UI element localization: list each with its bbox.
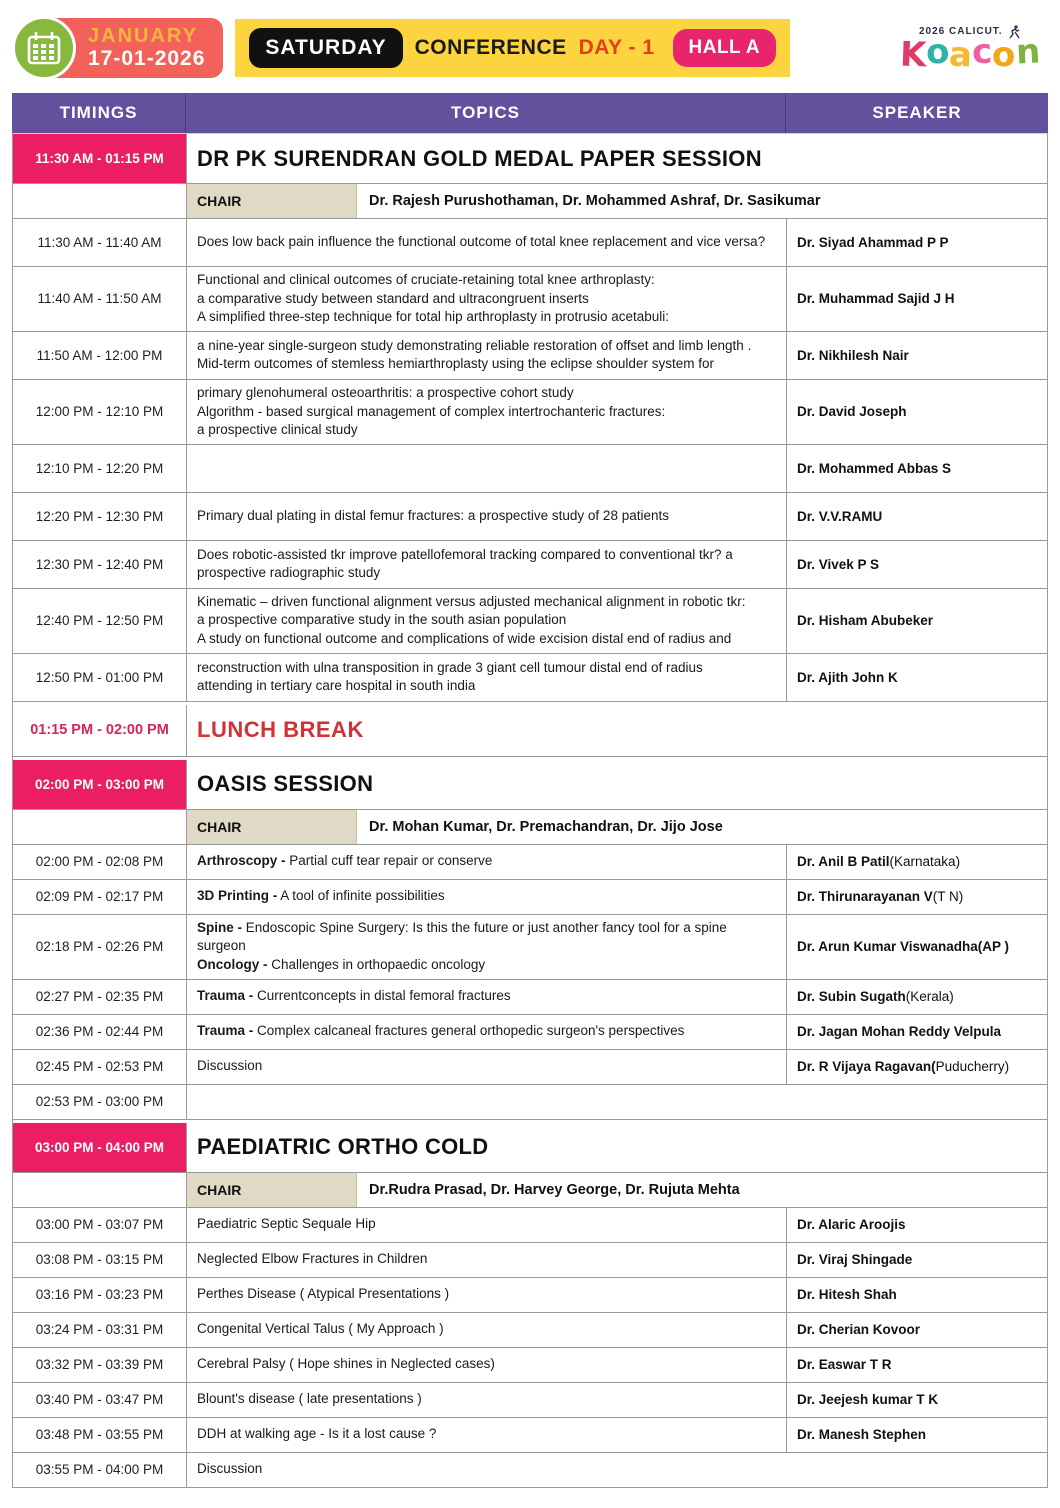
speaker-name: Dr. Jagan Mohan Reddy Velpula [797,1024,1002,1039]
session-block [13,1123,1047,1488]
topic-cell [186,1243,786,1277]
logo-tagline-text: 2026 CALICUT. [919,26,1003,38]
month-label: JANUARY [88,25,198,48]
topic-line: 3D Printing - A tool of infinite possibilities [197,888,445,904]
speaker-name: Dr. R Vijaya Ragavan( [797,1059,936,1074]
speaker-cell [786,267,1047,331]
speaker-name: Dr. Ajith John K [797,669,898,685]
session-block [13,134,1047,702]
speaker-name: Dr. Viraj Shingade [797,1252,913,1267]
chair-time-cell [13,810,186,844]
topic-cell [186,1015,786,1049]
topic-cell [186,445,786,492]
time-cell: 03:48 PM - 03:55 PM [35,1427,164,1442]
speaker-cell [786,1383,1047,1417]
topic-line: Neglected Elbow Fractures in Children [197,1251,428,1267]
session-time-badge: 02:00 PM - 03:00 PM [13,760,186,809]
topic-cell [186,493,786,540]
topic-cell [186,332,786,379]
session-time-badge: 03:00 PM - 04:00 PM [13,1123,186,1172]
speaker-cell [786,589,1047,653]
time-cell: 02:18 PM - 02:26 PM [35,939,164,955]
topic-line: a nine-year single-surgeon study demonstrating reliable restoration of offset and limb length . [197,337,752,353]
topic-line: Spine - Endoscopic Spine Surgery: Is this the future or just another fancy tool for a spine surgeon [197,919,727,954]
topic-line: Cerebral Palsy ( Hope shines in Neglected cases) [197,1356,495,1372]
speaker-name: Dr. Nikhilesh Nair [797,347,909,363]
topic-line: a prospective clinical study [197,422,358,438]
speaker-cell [786,1348,1047,1382]
schedule-row [13,845,1047,880]
topic-cell [186,1453,786,1487]
time-cell: 03:32 PM - 03:39 PM [35,1357,164,1372]
chair-wrap [186,184,1047,218]
speaker-cell [786,332,1047,379]
time-cell: 11:30 AM - 11:40 AM [37,235,162,250]
schedule-row [13,589,1047,654]
speaker-cell [786,445,1047,492]
topic-line: Blount's disease ( late presentations ) [197,1391,422,1407]
break-title: LUNCH BREAK [186,705,1047,756]
schedule-table [12,133,1048,1488]
topic-line: attending in tertiary care hospital in south india [197,678,476,694]
schedule-row [13,380,1047,445]
column-header-topics: TOPICS [185,93,785,133]
chair-row [13,810,1047,845]
time-cell: 02:36 PM - 02:44 PM [35,1024,164,1039]
speaker-name: Dr. Hitesh Shah [797,1287,897,1302]
speaker-suffix: (Kerala) [905,989,954,1004]
speaker-cell [786,1243,1047,1277]
time-cell: 03:16 PM - 03:23 PM [35,1287,164,1302]
topic-prefix: 3D Printing - [197,888,278,904]
schedule-row [13,541,1047,589]
speaker-cell [786,915,1047,979]
topic-line: A simplified three-step technique for total hip arthroplasty in protrusio acetabuli: [197,309,670,325]
speaker-name: Dr. Siyad Ahammad P P [797,235,949,250]
topic-cell [186,1050,786,1084]
topic-cell [186,1348,786,1382]
topic-cell [186,915,786,979]
topic-prefix: Oncology - [197,956,268,972]
speaker-suffix: (Karnataka) [889,854,961,870]
schedule-row [13,654,1047,702]
schedule-row [13,1313,1047,1348]
speaker-suffix: (T N) [932,889,964,905]
topic-line: Perthes Disease ( Atypical Presentations ) [197,1286,450,1302]
topic-line: Oncology - Challenges in orthopaedic oncology [197,956,486,972]
topic-cell [186,1085,786,1119]
speaker-cell [786,654,1047,701]
topic-line: Functional and clinical outcomes of cruciate-retaining total knee arthroplasty: [197,272,655,287]
column-header-timings: TIMINGS [59,103,138,122]
topic-line: Does robotic-assisted tkr improve patellofemoral tracking compared to conventional tkr? a prospective radiographic study [197,546,733,581]
time-cell: 03:24 PM - 03:31 PM [35,1322,164,1337]
topic-prefix: Spine - [197,919,243,935]
logo-letter: a [948,34,973,76]
speaker-cell [786,880,1047,914]
date-badge [12,16,223,80]
speaker-name: Dr. David Joseph [797,404,907,420]
time-cell: 02:00 PM - 02:08 PM [35,854,164,870]
speaker-cell [786,845,1047,879]
schedule-row [13,915,1047,980]
calendar-icon [12,16,76,80]
time-cell: 03:40 PM - 03:47 PM [35,1392,164,1407]
topic-prefix: Arthroscopy - [197,853,286,869]
chair-label: CHAIR [187,1173,357,1207]
topic-line: Mid-term outcomes of stemless hemiarthroplasty using the eclipse shoulder system for [197,356,714,372]
time-cell: 02:53 PM - 03:00 PM [35,1094,164,1109]
speaker-cell [786,493,1047,540]
session-title: PAEDIATRIC ORTHO COLD [186,1123,1047,1172]
topic-cell [186,589,786,653]
speaker-name: Dr. Alaric Aroojis [797,1217,906,1232]
speaker-name: Dr. Vivek P S [797,556,880,572]
chair-names: Dr.Rudra Prasad, Dr. Harvey George, Dr. Rujuta Mehta [369,1181,740,1198]
topic-line: Discussion [197,1058,263,1074]
logo-letter: c [971,31,994,73]
speaker-cell [786,1015,1047,1049]
day-number-label: DAY - 1 [578,36,655,59]
topic-cell [186,219,786,266]
conference-label: CONFERENCE [414,36,567,59]
chair-row [13,1173,1047,1208]
logo-letter: o [924,31,951,73]
koacon-logo [898,25,1048,76]
chair-names: Dr. Rajesh Purushothaman, Dr. Mohammed Ashraf, Dr. Sasikumar [369,193,821,209]
speaker-cell [786,380,1047,444]
topic-line: Arthroscopy - Partial cuff tear repair or conserve [197,853,493,869]
topic-cell [186,1418,786,1452]
chair-time-cell [13,1173,186,1207]
time-cell: 02:27 PM - 02:35 PM [35,989,164,1004]
speaker-name: Dr. V.V.RAMU [797,508,883,524]
schedule-row [13,332,1047,380]
time-cell: 02:45 PM - 02:53 PM [35,1059,164,1074]
chair-names: Dr. Mohan Kumar, Dr. Premachandran, Dr. Jijo Jose [369,818,723,835]
topic-line: DDH at walking age - Is it a lost cause ? [197,1426,437,1442]
schedule-row [13,1085,1047,1120]
schedule-row [13,980,1047,1015]
chair-time-cell [13,184,186,218]
topic-cell [186,845,786,879]
speaker-suffix: Puducherry) [935,1059,1010,1074]
logo-letter: n [1014,31,1042,73]
schedule-row [13,1278,1047,1313]
topic-line: Kinematic – driven functional alignment versus adjusted mechanical alignment in robotic tkr: [197,593,746,609]
speaker-cell [786,980,1047,1014]
speaker-name: Dr. Thirunarayanan V [797,889,933,905]
hall-badge: HALL A [673,29,777,67]
topic-line: primary glenohumeral osteoarthritis: a prospective cohort study [197,384,574,400]
session-title: OASIS SESSION [186,760,1047,809]
session-title: DR PK SURENDRAN GOLD MEDAL PAPER SESSION [186,134,1047,183]
topic-line: Discussion [197,1461,263,1477]
chair-row [13,184,1047,219]
time-cell: 12:20 PM - 12:30 PM [35,508,164,524]
break-row [13,705,1047,757]
time-cell: 11:40 AM - 11:50 AM [37,291,162,307]
time-cell: 03:55 PM - 04:00 PM [35,1462,164,1477]
topic-prefix: Trauma - [197,988,254,1004]
chair-label: CHAIR [187,810,357,844]
speaker-cell [786,1418,1047,1452]
schedule-row [13,880,1047,915]
speaker-name: Dr. Jeejesh kumar T K [797,1392,939,1407]
time-cell: 12:10 PM - 12:20 PM [35,460,164,476]
schedule-row [13,1050,1047,1085]
topic-line: Trauma - Complex calcaneal fractures general orthopedic surgeon's perspectives [197,1023,685,1039]
topic-line: a prospective comparative study in the south asian population [197,612,567,628]
schedule-row [13,1383,1047,1418]
session-header-row [13,760,1047,810]
speaker-cell [786,1453,1047,1487]
topic-prefix: Trauma - [197,1023,254,1039]
speaker-cell [786,1208,1047,1242]
speaker-cell [786,1313,1047,1347]
conference-banner [235,19,790,77]
topic-cell [186,654,786,701]
topic-line: Primary dual plating in distal femur fractures: a prospective study of 28 patients [197,507,669,523]
logo-letter: K [898,34,927,76]
speaker-name: Dr. Manesh Stephen [797,1427,927,1442]
topic-cell [186,541,786,588]
session-block [13,760,1047,1120]
speaker-name: Dr. Muhammad Sajid J H [797,291,955,307]
session-time-badge: 11:30 AM - 01:15 PM [13,134,186,183]
chair-wrap [186,1173,1047,1207]
day-badge: SATURDAY [249,28,402,68]
topic-line: reconstruction with ulna transposition in grade 3 giant cell tumour distal end of radius [197,659,703,675]
topic-cell [186,1383,786,1417]
topic-line: Does low back pain influence the functional outcome of total knee replacement and vice versa? [197,234,766,250]
speaker-name: Dr. Hisham Abubeker [797,613,934,629]
speaker-name: Dr. Easwar T R [797,1357,892,1372]
topic-cell [186,880,786,914]
logo-letter: o [991,34,1017,76]
topic-cell [186,267,786,331]
schedule-row [13,445,1047,493]
time-cell: 03:00 PM - 03:07 PM [35,1217,164,1232]
speaker-name: Dr. Mohammed Abbas S [797,460,952,476]
topic-cell [186,380,786,444]
speaker-cell [786,1278,1047,1312]
speaker-cell [786,541,1047,588]
schedule-row [13,1243,1047,1278]
speaker-name: Dr. Subin Sugath [797,989,906,1004]
session-header-row [13,1123,1047,1173]
schedule-row [13,219,1047,267]
speaker-cell [786,1050,1047,1084]
speaker-name: Dr. Arun Kumar Viswanadha(AP ) [797,939,1010,955]
break-time: 01:15 PM - 02:00 PM [30,722,169,739]
time-cell: 12:30 PM - 12:40 PM [35,556,164,572]
topic-cell [186,1278,786,1312]
topic-line: Congenital Vertical Talus ( My Approach ) [197,1321,444,1337]
table-column-header [12,93,1048,133]
topic-cell [186,980,786,1014]
speaker-name: Dr. Cherian Kovoor [797,1322,921,1337]
date-label: 17-01-2026 [88,47,206,71]
topic-line: Trauma - Currentconcepts in distal femoral fractures [197,988,511,1004]
topic-line: a comparative study between standard and ultracongruent inserts [197,290,589,306]
topic-line: Algorithm - based surgical management of complex intertrochanteric fractures: [197,403,666,419]
topic-line: Paediatric Septic Sequale Hip [197,1216,376,1232]
speaker-cell [786,219,1047,266]
schedule-row [13,1348,1047,1383]
speaker-cell [786,1085,1047,1119]
session-header-row [13,134,1047,184]
column-header-speaker: SPEAKER [785,93,1048,133]
topic-cell [186,1313,786,1347]
schedule-row [13,267,1047,332]
schedule-row [13,1453,1047,1488]
schedule-row [13,1015,1047,1050]
time-cell: 11:50 AM - 12:00 PM [36,347,163,363]
speaker-name: Dr. Anil B Patil [797,854,890,870]
topic-line: A study on functional outcome and complications of wide excision distal end of radius and [197,631,732,646]
topic-cell [186,1208,786,1242]
time-cell: 12:40 PM - 12:50 PM [35,613,164,629]
schedule-row [13,1418,1047,1453]
page-header [12,8,1048,88]
schedule-row [13,493,1047,541]
time-cell: 12:00 PM - 12:10 PM [35,404,164,420]
time-cell: 12:50 PM - 01:00 PM [35,669,164,685]
time-cell: 03:08 PM - 03:15 PM [35,1252,164,1267]
chair-wrap [186,810,1047,844]
schedule-row [13,1208,1047,1243]
time-cell: 02:09 PM - 02:17 PM [35,889,164,905]
chair-label: CHAIR [187,184,357,218]
